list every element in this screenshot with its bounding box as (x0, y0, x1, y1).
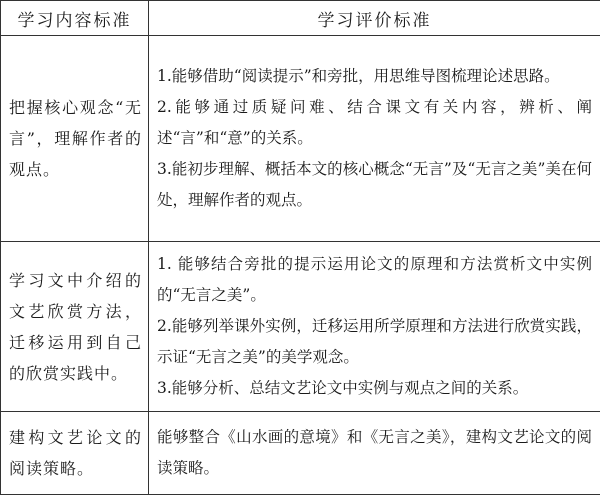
content-standard-cell: 建构文艺论文的阅读策略。 (1, 412, 149, 495)
content-standard-cell: 学习文中介绍的文艺欣赏方法，迁移运用到自己的欣赏实践中。 (1, 242, 149, 412)
criterion-item: 3.能够分析、总结文艺论文中实例与观点之间的关系。 (157, 379, 529, 397)
evaluation-criteria-cell (149, 36, 600, 242)
header-evaluation-standard: 学习评价标准 (149, 1, 600, 36)
table-header-row (1, 1, 600, 36)
content-standard-cell: 把握核心观念“无言”，理解作者的观点。 (1, 36, 149, 242)
header-content-standard: 学习内容标准 (1, 1, 149, 36)
criterion-item: 2.能够通过质疑问难、结合课文有关内容，辨析、阐述“言”和“意”的关系。 (157, 98, 592, 147)
criterion-item: 1. 能够结合旁批的提示运用论文的原理和方法赏析文中实例的“无言之美”。 (157, 255, 592, 304)
table-row (1, 36, 600, 242)
criterion-item: 2.能够列举课外实例，迁移运用所学原理和方法进行欣赏实践，示证“无言之美”的美学观念。 (157, 317, 592, 366)
criterion-item: 3.能初步理解、概括本文的核心概念“无言”及“无言之美”美在何处，理解作者的观点。 (157, 160, 592, 209)
criterion-item: 能够整合《山水画的意境》和《无言之美》，建构文艺论文的阅读策略。 (157, 428, 592, 477)
criterion-item: 1.能够借助“阅读提示”和旁批，用思维导图梳理论述思路。 (157, 67, 560, 85)
table-row (1, 242, 600, 412)
evaluation-criteria-cell (149, 412, 600, 495)
evaluation-criteria-cell (149, 242, 600, 412)
table-row (1, 412, 600, 495)
